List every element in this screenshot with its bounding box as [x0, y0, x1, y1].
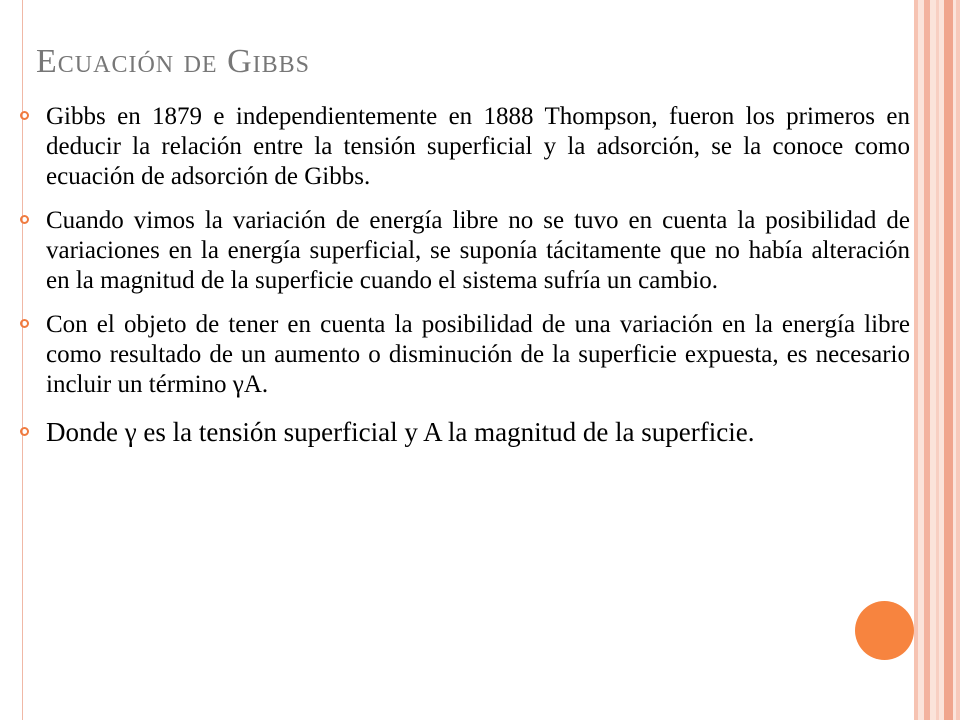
bullet-circle-icon: [20, 215, 29, 224]
bullet-text: Donde γ es la tensión superficial y A la magnitud de la superficie.: [46, 417, 755, 447]
stripe: [914, 0, 918, 720]
bullet-item: [18, 414, 910, 450]
orange-circle-decoration: [855, 601, 914, 660]
stripe: [956, 0, 960, 720]
bullet-circle-icon: [20, 111, 29, 120]
bullet-list: [18, 102, 910, 450]
bullet-item: [18, 206, 910, 296]
stripe: [924, 0, 930, 720]
stripe: [944, 0, 953, 720]
bullet-text: Gibbs en 1879 e independientemente en 1888 Thompson, fueron los primeros en deducir la relación entre la tensión superficial y la adsorción, se la conoce como ecuación de adsorción de Gibbs.: [46, 103, 910, 190]
bullet-item: [18, 310, 910, 400]
bullet-circle-icon: [20, 427, 29, 436]
bullet-text: Con el objeto de tener en cuenta la posibilidad de una variación en la energía libre como resultado de un aumento o disminución de la superficie expuesta, es necesario incluir un término γA.: [46, 311, 910, 398]
bullet-text: Cuando vimos la variación de energía libre no se tuvo en cuenta la posibilidad de variaciones en la energía superficial, se suponía tácitamente que no había alteración en la magnitud de la superficie cuando el sistema sufría un cambio.: [46, 207, 910, 294]
bullet-item: [18, 102, 910, 192]
right-decorative-stripes: [914, 0, 960, 720]
bullet-circle-icon: [20, 319, 29, 328]
slide-title: Ecuación de Gibbs: [36, 43, 311, 80]
stripe: [936, 0, 939, 720]
